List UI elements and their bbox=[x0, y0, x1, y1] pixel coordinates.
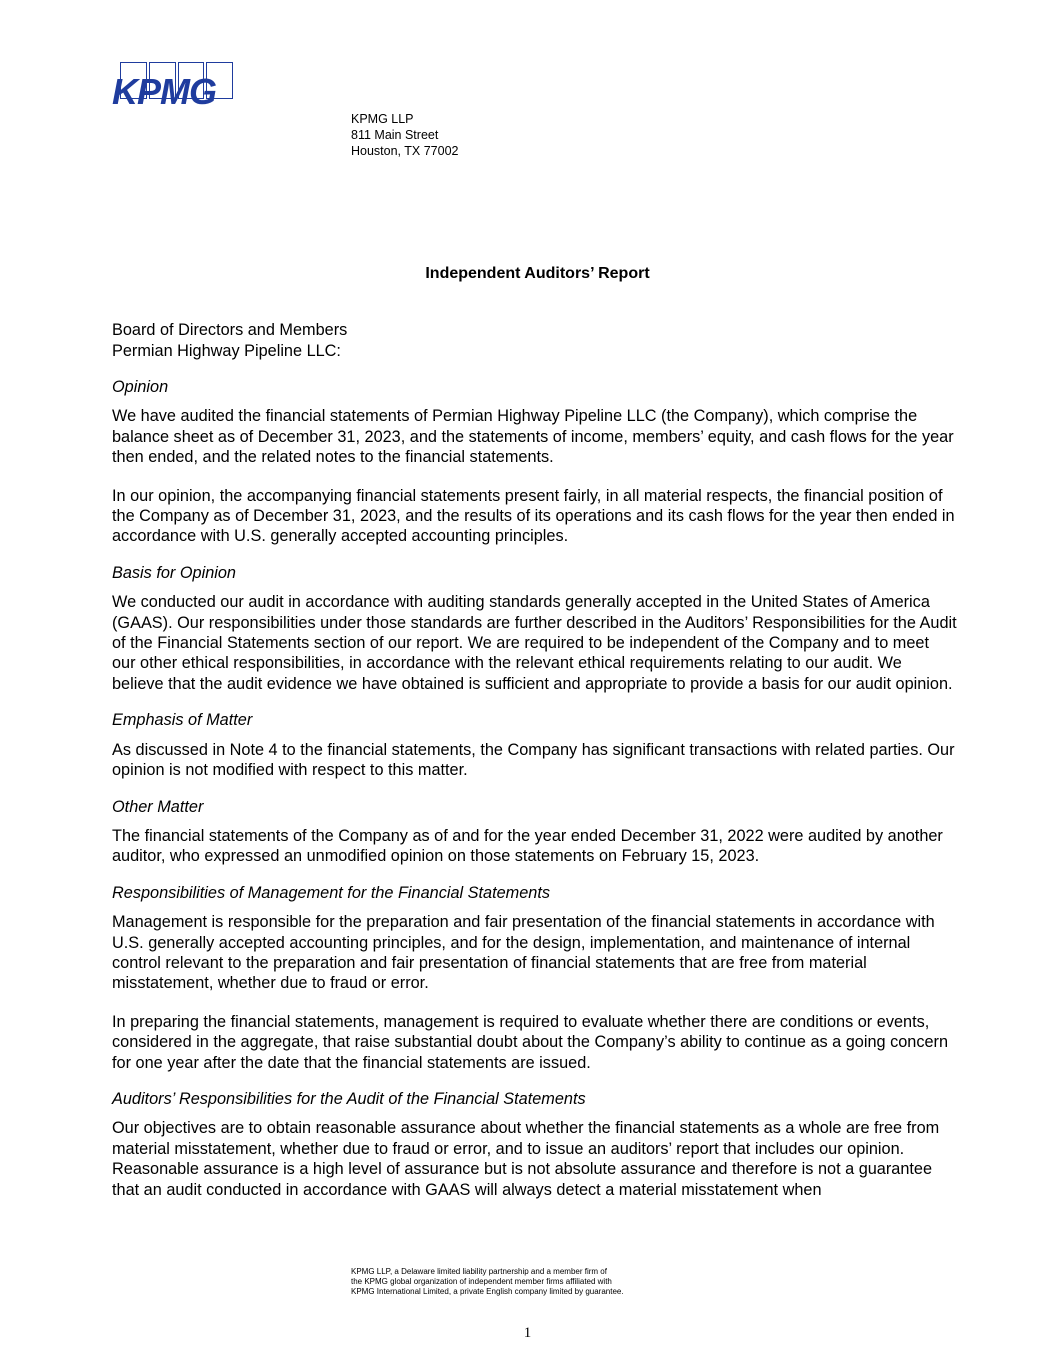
basis-paragraph: We conducted our audit in accordance with auditing standards generally accepted in the United States of America (GAAS). Our responsibilities under those standards are further described in the Auditors’ Responsibilities for the Audit of the Financial Statements section of our report. We are required to be independent of the Company and to meet our other ethical responsibilities, in accordance with the relevant ethical requirements relating to our audit. We believe that the audit evidence we have obtained is sufficient and appropriate to provide a basis for our audit opinion. bbox=[112, 593, 957, 693]
management-paragraph: In preparing the financial statements, management is required to evaluate whether there are conditions or events, considered in the aggregate, that raise substantial doubt about the Company’s ability to continue as a going concern for one year after the date that the financial statements are issued. bbox=[112, 1012, 949, 1072]
addressee-line: Board of Directors and Members bbox=[112, 321, 348, 339]
section-heading-basis: Basis for Opinion bbox=[112, 563, 236, 582]
footer-disclaimer bbox=[351, 1267, 624, 1298]
emphasis-paragraph: As discussed in Note 4 to the financial statements, the Company has significant transactions with related parties. Our opinion is not modified with respect to this matter. bbox=[112, 740, 955, 780]
section-heading-other-matter: Other Matter bbox=[112, 797, 204, 816]
section-heading-auditors: Auditors’ Responsibilities for the Audit of the Financial Statements bbox=[112, 1089, 586, 1108]
footer-line: the KPMG global organization of independent member firms affiliated with bbox=[351, 1277, 612, 1287]
page-number: 1 bbox=[523, 1325, 532, 1341]
address-line: Houston, TX 77002 bbox=[351, 144, 459, 158]
addressee bbox=[112, 320, 347, 362]
addressee-line: Permian Highway Pipeline LLC: bbox=[112, 342, 341, 360]
address-line: KPMG LLP bbox=[351, 112, 414, 126]
report-body bbox=[112, 377, 957, 1218]
auditors-paragraph: Our objectives are to obtain reasonable assurance about whether the financial statements as a whole are free from material misstatement, whether due to fraud or error, and to issue an auditors’ report that includes our opinion. Reasonable assurance is a high level of assurance but is not absolute assurance and therefore is not a guarantee that an audit conducted in accordance with GAAS will always detect a material misstatement when bbox=[112, 1119, 940, 1199]
report-title: Independent Auditors’ Report bbox=[425, 265, 650, 282]
other-matter-paragraph: The financial statements of the Company as of and for the year ended December 31, 2022 were audited by another auditor, who expressed an unmodified opinion on those statements on February 15, 2023. bbox=[112, 826, 943, 866]
section-heading-emphasis: Emphasis of Matter bbox=[112, 711, 253, 730]
address-line: 811 Main Street bbox=[351, 128, 439, 142]
section-heading-opinion: Opinion bbox=[112, 378, 169, 396]
management-paragraph: Management is responsible for the preparation and fair presentation of the financial statements in accordance with U.S. generally accepted accounting principles, and for the design, implementation, and maintenance of internal control relevant to the preparation and fair presentation of financial statements that are free from material misstatement, whether due to fraud or error. bbox=[112, 913, 935, 993]
kpmg-logo bbox=[112, 60, 237, 115]
logo-text: KPMG bbox=[112, 71, 216, 112]
footer-line: KPMG International Limited, a private English company limited by guarantee. bbox=[351, 1287, 624, 1297]
opinion-paragraph: In our opinion, the accompanying financial statements present fairly, in all material respects, the financial position of the Company as of December 31, 2023, and the results of its operations and its cash flows for the year then ended in accordance with U.S. generally accepted accounting principles. bbox=[112, 486, 955, 546]
firm-address bbox=[351, 111, 458, 159]
section-heading-management: Responsibilities of Management for the Financial Statements bbox=[112, 883, 551, 902]
footer-line: KPMG LLP, a Delaware limited liability partnership and a member firm of bbox=[351, 1267, 607, 1276]
opinion-paragraph: We have audited the financial statements of Permian Highway Pipeline LLC (the Company), which comprise the balance sheet as of December 31, 2023, and the statements of income, members’ equity, and cash flows for the year then ended, and the related notes to the financial statements. bbox=[112, 407, 954, 467]
